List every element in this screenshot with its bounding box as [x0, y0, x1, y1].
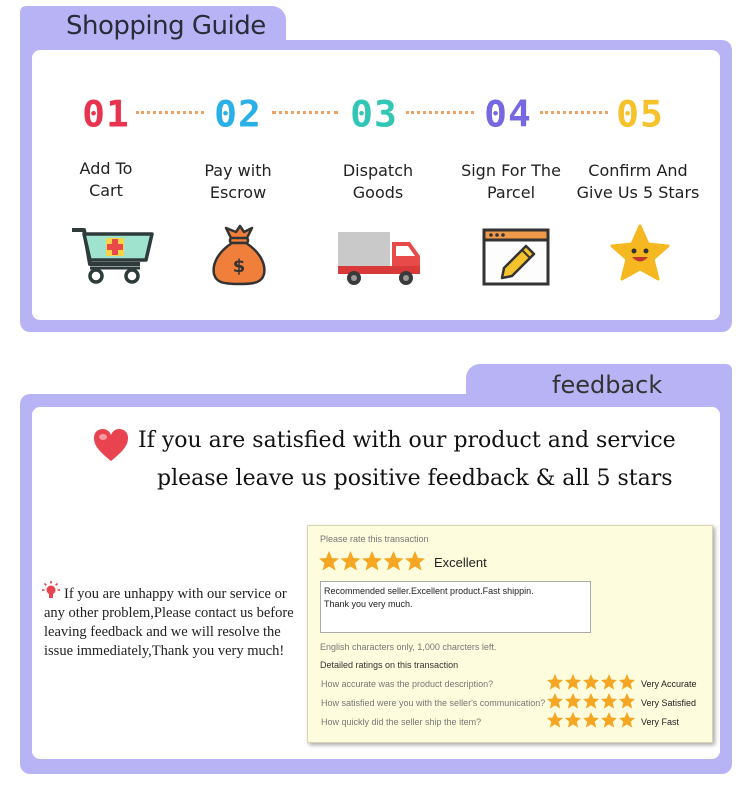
overall-stars-icon: [318, 550, 426, 572]
step-connector: [406, 111, 474, 114]
detailed-ratings-heading: Detailed ratings on this transaction: [320, 660, 459, 670]
rating-form: [307, 525, 713, 743]
comment-line-1: Recommended seller.Excellent product.Fast shippin.: [324, 586, 534, 596]
contact-note: If you are unhappy with our service or any other problem,Please contact us before leaving feedback and we will resolve the issue immediately,Thank you very much!: [44, 586, 294, 659]
character-count-note: English characters only, 1,000 charcters left.: [320, 642, 497, 652]
step-connector: [272, 111, 338, 114]
step-3-number: 03: [350, 93, 398, 135]
feedback-title: feedback: [552, 371, 663, 399]
shopping-cart-icon: [70, 224, 156, 286]
accuracy-star-rating[interactable]: [546, 673, 636, 691]
heart-icon: [92, 427, 130, 463]
question-accuracy: How accurate was the product description?: [321, 679, 494, 689]
step-3-label: Dispatch Goods: [342, 161, 414, 202]
step-5-number: 05: [616, 93, 664, 135]
review-comment-textarea[interactable]: [320, 581, 591, 633]
communication-star-rating[interactable]: [546, 692, 636, 710]
money-bag-icon: [210, 224, 268, 286]
feedback-tab: [466, 364, 732, 404]
answer-shipping: Very Fast: [641, 717, 680, 727]
step-connector: [540, 111, 608, 114]
step-1-number: 01: [82, 93, 130, 135]
overall-star-rating[interactable]: [318, 550, 426, 577]
step-2-label: Pay with Escrow: [204, 161, 272, 202]
answer-accuracy: Very Accurate: [641, 679, 697, 689]
step-1-label: Add To Cart: [79, 159, 133, 200]
comment-line-2: Thank you very much.: [324, 599, 413, 609]
overall-rating-label: Excellent: [434, 555, 487, 570]
svg-text:$: $: [232, 256, 246, 277]
question-communication: How satisfied were you with the seller's communication?: [321, 698, 546, 708]
step-4-label: Sign For The Parcel: [461, 161, 561, 202]
question-shipping: How quickly did the seller ship the item?: [321, 717, 482, 727]
step-2-number: 02: [214, 93, 262, 135]
step-5-label: Confirm And Give Us 5 Stars: [576, 161, 700, 202]
rating-prompt: Please rate this transaction: [320, 534, 429, 544]
truck-icon: [336, 226, 426, 288]
shipping-star-rating[interactable]: [546, 711, 636, 729]
step-4-number: 04: [484, 93, 532, 135]
sign-window-icon: [482, 228, 550, 286]
shopping-guide-title: Shopping Guide: [66, 11, 266, 41]
feedback-headline-line1: If you are satisfied with our product and service: [138, 428, 676, 453]
step-connector: [136, 111, 204, 114]
smiling-star-icon: [610, 224, 670, 282]
shopping-guide-tab: [20, 6, 286, 46]
feedback-headline-line2: please leave us positive feedback & all 5 stars: [157, 466, 673, 491]
answer-communication: Very Satisfied: [641, 698, 697, 708]
